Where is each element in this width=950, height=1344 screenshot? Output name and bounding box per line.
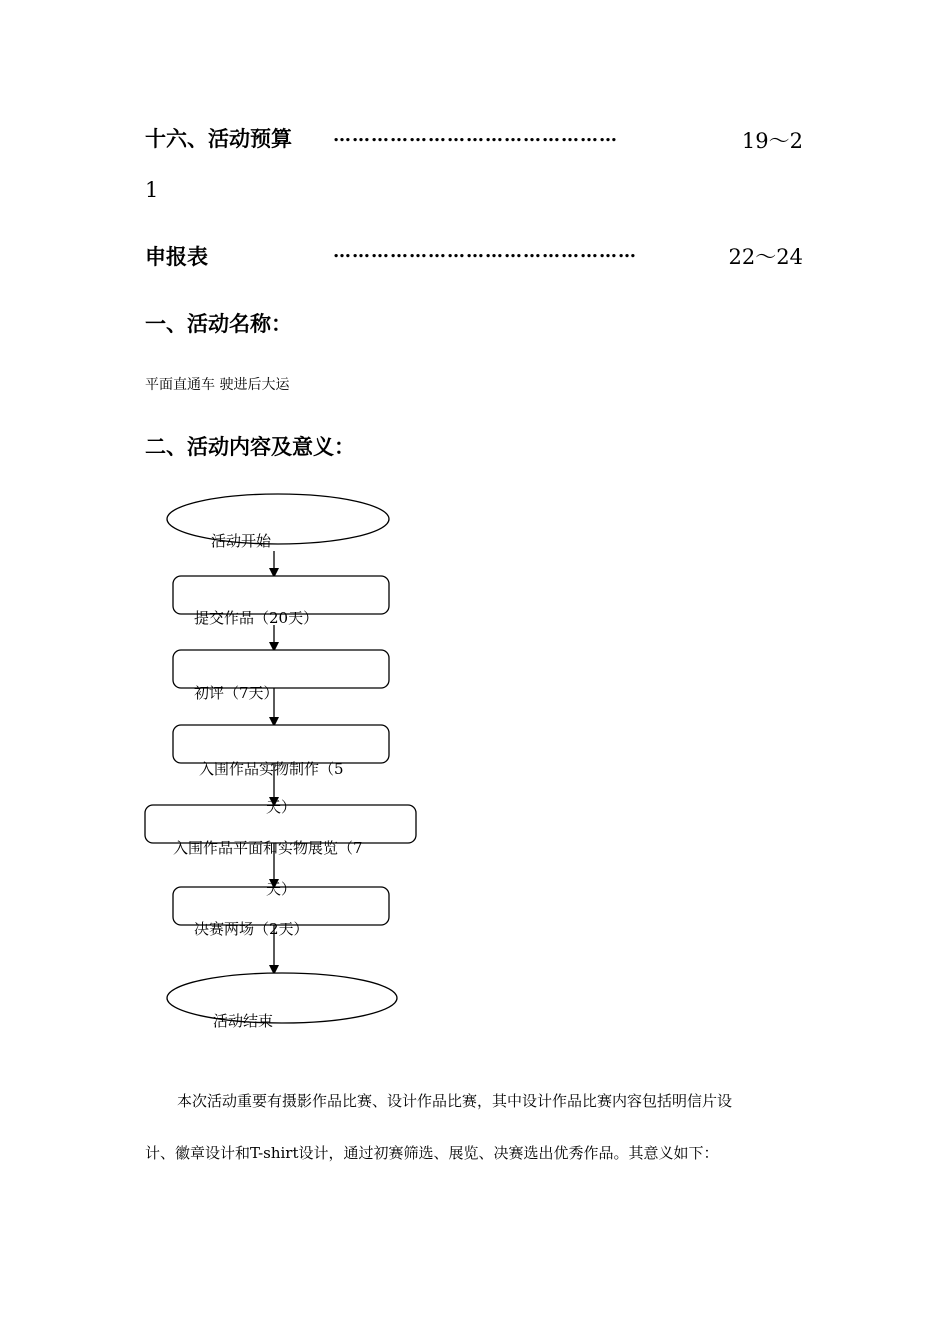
toc-pages-form: 22～24 xyxy=(728,245,803,269)
flow-step-submit-label: 提交作品（20天） xyxy=(194,609,319,627)
flow-step-exhibition-label-wrap: 天） xyxy=(266,880,297,898)
body-paragraph-line1: 本次活动重要有摄影作品比赛、设计作品比赛，其中设计作品比赛内容包括明信片设 xyxy=(177,1092,733,1110)
activity-name-text: 平面直通车 驶进后大运 xyxy=(145,377,290,393)
flow-step-final-label: 决赛两场（2天） xyxy=(194,920,309,938)
body-paragraph-line2: 计、徽章设计和T-shirt设计，通过初赛筛选、展览、决赛选出优秀作品。其意义如下： xyxy=(145,1144,719,1162)
flow-step-exhibition-label: 入围作品平面和实物展览（7 xyxy=(173,839,363,857)
toc-pages-budget-wrap: 1 xyxy=(145,178,159,202)
flow-start-label: 活动开始 xyxy=(211,532,272,550)
toc-title-budget: 十六、活动预算 xyxy=(145,126,292,151)
section-heading-content: 二、活动内容及意义： xyxy=(145,434,355,459)
section-heading-activity-name: 一、活动名称： xyxy=(145,311,292,336)
flow-step-review-label: 初评（7天） xyxy=(194,684,279,702)
flow-step-production-label: 入围作品实物制作（5 xyxy=(199,760,344,778)
toc-title-form: 申报表 xyxy=(145,244,208,269)
toc-dots-budget: ……………………………………… xyxy=(333,125,618,146)
flow-step-production-label-wrap: 天） xyxy=(266,798,297,816)
toc-dots-form: ………………………………………… xyxy=(333,241,637,262)
toc-pages-budget: 19～2 xyxy=(741,129,803,153)
flow-end-ellipse xyxy=(167,973,397,1023)
flow-end-label: 活动结束 xyxy=(213,1012,274,1030)
flow-start-ellipse xyxy=(167,494,389,544)
